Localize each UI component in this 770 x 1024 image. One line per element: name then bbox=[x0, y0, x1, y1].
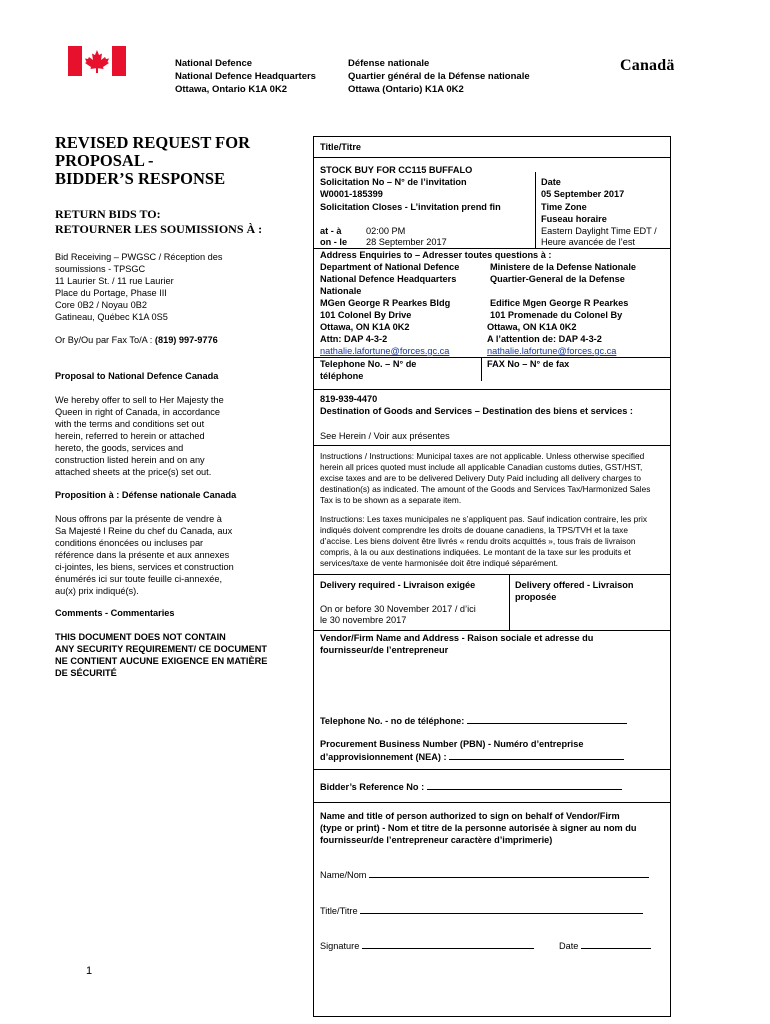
destination-value: See Herein / Voir aux présentes bbox=[320, 431, 450, 441]
delivery-required-label: Delivery required - Livraison exigée bbox=[320, 580, 476, 590]
address-line: Place du Portage, Phase III bbox=[55, 288, 167, 298]
return-bids-line: RETOURNER LES SOUMISSIONS À : bbox=[55, 222, 263, 236]
address-en-line: Attn: DAP 4-3-2 bbox=[320, 334, 388, 344]
title-value: STOCK BUY FOR CC115 BUFFALO bbox=[320, 165, 473, 175]
authorized-heading-line: (type or print) - Nom et titre de la personne autorisée à signer au nom du bbox=[320, 823, 637, 833]
header-english-address bbox=[175, 57, 316, 96]
vendor-telephone-label: Telephone No. - no de téléphone: bbox=[320, 716, 465, 726]
address-line: Gatineau, Québec K1A 0S5 bbox=[55, 312, 168, 322]
text-line: Nous offrons par la présente de vendre à bbox=[55, 514, 222, 524]
pbn-label: Procurement Business Number (PBN) - Numéro d’entreprise bbox=[320, 739, 584, 749]
timezone-label: Time Zone bbox=[541, 202, 587, 212]
address-en-line: National Defence Headquarters bbox=[320, 274, 457, 284]
date-value: 05 September 2017 bbox=[541, 189, 625, 199]
text-line: conditions énoncées ou incluses par bbox=[55, 538, 204, 548]
text-line: herein, referred to herein or attached bbox=[55, 431, 205, 441]
signature-field[interactable] bbox=[320, 940, 534, 953]
comments-heading: Comments - Commentaries bbox=[55, 608, 175, 618]
text-line: ci-jointes, les biens, services et construction bbox=[55, 562, 234, 572]
address-line: Bid Receiving – PWGSC / Réception des bbox=[55, 252, 223, 262]
address-en-line: Department of National Defence bbox=[320, 262, 460, 272]
date-blank[interactable] bbox=[581, 940, 651, 949]
on-label: on - le bbox=[320, 237, 348, 247]
bidder-reference-field[interactable] bbox=[320, 781, 622, 794]
fax-label: Or By/Ou par Fax To/A : bbox=[55, 335, 155, 345]
document-title bbox=[55, 134, 305, 188]
proposition-text bbox=[55, 513, 295, 597]
title-field[interactable] bbox=[320, 905, 643, 918]
text-line: construction listed herein and on any bbox=[55, 455, 205, 465]
instructions-french: Instructions: Les taxes municipales ne s’appliquent pas. Sauf indication contraire, les prix indiqués doivent comprendre les droits de douane canadiens, la TPS/TVH et la taxe d’accise. Les biens doivent être livrés « rendu droits acquittés », tous frais de livraison compris, à la ou aux destinations indiquées. Le montant de la taxe sur les produits et services/taxe de vente harmonisée doit être indiqué séparément. bbox=[320, 514, 647, 568]
authorized-heading-line: fournisseur/de l’entrepreneur caractère d’imprimerie) bbox=[320, 835, 553, 845]
pbn-blank[interactable] bbox=[449, 751, 624, 760]
telephone-label: Telephone No. – N° de bbox=[320, 359, 417, 369]
delivery-offered-label: Delivery offered - Livraison bbox=[515, 580, 634, 590]
header-en-line: National Defence Headquarters bbox=[175, 71, 316, 82]
name-blank[interactable] bbox=[369, 869, 649, 878]
timezone-value: Eastern Daylight Time EDT / bbox=[541, 226, 657, 236]
address-en-line: Ottawa, ON K1A 0K2 bbox=[320, 322, 410, 332]
text-line: with the terms and conditions set out bbox=[55, 419, 205, 429]
delivery-offered-label-fr: proposée bbox=[515, 592, 557, 602]
bidder-reference-blank[interactable] bbox=[427, 781, 622, 790]
fax-number: (819) 997-9776 bbox=[154, 335, 218, 345]
canada-wordmark-logo: Canadä bbox=[620, 57, 675, 74]
canada-flag-icon bbox=[68, 46, 126, 76]
address-en-line: Nationale bbox=[320, 286, 362, 296]
vendor-telephone-blank[interactable] bbox=[467, 715, 627, 724]
address-line: soumissions - TPSGC bbox=[55, 264, 146, 274]
timezone-value-fr: Heure avancée de l’est bbox=[541, 237, 635, 247]
title-blank[interactable] bbox=[360, 905, 643, 914]
page-number: 1 bbox=[86, 965, 93, 977]
address-line: Core 0B2 / Noyau 0B2 bbox=[55, 300, 147, 310]
title-field-label: Title/Titre bbox=[320, 906, 358, 916]
solicitation-label: Solicitation No – N° de l’invitation bbox=[320, 177, 467, 187]
email-link-fr[interactable]: nathalie.lafortune@forces.gc.ca bbox=[487, 346, 617, 356]
security-note bbox=[55, 631, 295, 679]
address-fr-line: A l’attention de: DAP 4-3-2 bbox=[487, 334, 602, 344]
title-line: BIDDER’S RESPONSE bbox=[55, 169, 226, 188]
vendor-heading: Vendor/Firm Name and Address - Raison sociale et adresse du bbox=[320, 633, 594, 643]
security-line: ANY SECURITY REQUIREMENT/ CE DOCUMENT bbox=[55, 644, 268, 654]
address-en-line: MGen George R Pearkes Bldg bbox=[320, 298, 451, 308]
security-line: DE SÉCURITÉ bbox=[55, 668, 117, 678]
closes-label: Solicitation Closes - L’invitation prend fin bbox=[320, 202, 501, 212]
bidder-reference-label: Bidder’s Reference No : bbox=[320, 782, 425, 792]
vendor-telephone-field[interactable] bbox=[320, 715, 627, 728]
instructions-english: Instructions / Instructions: Municipal taxes are not applicable. Unless otherwise specified herein all prices quoted must include all applicable Canadian customs duties, GST/HST, excise taxes and are to be delivered Delivery Duty Paid including all delivery charges to destination(s) as indicated. The amount of the Goods and Services Tax/Harmonized Sales Tax is to be shown as a separate item. bbox=[320, 451, 651, 505]
security-line: NE CONTIENT AUCUNE EXIGENCE EN MATIÈRE bbox=[55, 656, 268, 666]
text-line: hereto, the goods, services and bbox=[55, 443, 184, 453]
bid-receiving-address bbox=[55, 251, 295, 323]
telephone-value: 819-939-4470 bbox=[320, 394, 378, 404]
date-field[interactable] bbox=[559, 940, 651, 953]
address-fr-line: Quartier-General de la Defense bbox=[490, 274, 625, 284]
address-en-line: 101 Colonel By Drive bbox=[320, 310, 412, 320]
text-line: attached sheets at the price(s) set out. bbox=[55, 467, 212, 477]
header-french-address bbox=[348, 57, 530, 96]
bid-form-box bbox=[313, 136, 671, 1017]
security-line: THIS DOCUMENT DOES NOT CONTAIN bbox=[55, 632, 226, 642]
name-field[interactable] bbox=[320, 869, 649, 882]
fax-label: FAX No – N° de fax bbox=[487, 359, 570, 369]
header-en-line: National Defence bbox=[175, 58, 253, 69]
header-fr-line: Défense nationale bbox=[348, 58, 430, 69]
proposal-text bbox=[55, 394, 295, 478]
signature-blank[interactable] bbox=[362, 940, 534, 949]
text-line: au(x) prix indiqué(s). bbox=[55, 586, 139, 596]
text-line: We hereby offer to sell to Her Majesty the bbox=[55, 395, 224, 405]
delivery-required-value-fr: le 30 novembre 2017 bbox=[320, 615, 407, 625]
proposal-heading: Proposal to National Defence Canada bbox=[55, 371, 219, 381]
closing-date: 28 September 2017 bbox=[366, 237, 447, 247]
return-bids-line: RETURN BIDS TO: bbox=[55, 207, 161, 221]
address-fr-line: Ministere de la Defense Nationale bbox=[490, 262, 637, 272]
timezone-label-fr: Fuseau horaire bbox=[541, 214, 607, 224]
telephone-label-fr: téléphone bbox=[320, 371, 364, 381]
date-label: Date bbox=[541, 177, 561, 187]
address-line: 11 Laurier St. / 11 rue Laurier bbox=[55, 276, 174, 286]
address-fr-line: 101 Promenade du Colonel By bbox=[490, 310, 623, 320]
pbn-label-fr: d’approvisionnement (NEA) : bbox=[320, 752, 447, 762]
authorized-heading: Name and title of person authorized to sign on behalf of Vendor/Firm bbox=[320, 811, 620, 821]
proposition-heading: Proposition à : Défense nationale Canada bbox=[55, 490, 237, 500]
text-line: Queen in right of Canada, in accordance bbox=[55, 407, 220, 417]
closing-time: 02:00 PM bbox=[366, 226, 406, 236]
header-fr-line: Ottawa (Ontario) K1A 0K2 bbox=[348, 84, 464, 95]
delivery-required-value: On or before 30 November 2017 / d’ici bbox=[320, 604, 476, 614]
email-link-en[interactable]: nathalie.lafortune@forces.gc.ca bbox=[320, 346, 450, 356]
text-line: Sa Majesté l Reine du chef du Canada, aux bbox=[55, 526, 233, 536]
address-heading: Address Enquiries to – Adresser toutes questions à : bbox=[320, 250, 552, 260]
text-line: référence dans la présente et aux annexes bbox=[55, 550, 230, 560]
address-fr-line: Ottawa, ON K1A 0K2 bbox=[487, 322, 577, 332]
date-field-label: Date bbox=[559, 941, 579, 951]
destination-heading: Destination of Goods and Services – Destination des biens et services : bbox=[320, 406, 633, 416]
header-fr-line: Quartier général de la Défense nationale bbox=[348, 71, 530, 82]
pbn-field[interactable] bbox=[320, 751, 624, 764]
title-line: PROPOSAL - bbox=[55, 151, 154, 170]
solicitation-number: W0001-185399 bbox=[320, 189, 383, 199]
vendor-heading-fr: fournisseur/de l’entrepreneur bbox=[320, 645, 449, 655]
return-bids-heading bbox=[55, 207, 315, 237]
fax-line bbox=[55, 334, 295, 346]
text-line: énumérés ici sur toute feuille ci-annexée, bbox=[55, 574, 222, 584]
signature-label: Signature bbox=[320, 941, 360, 951]
header-en-line: Ottawa, Ontario K1A 0K2 bbox=[175, 84, 288, 95]
title-line: REVISED REQUEST FOR bbox=[55, 133, 250, 152]
title-label: Title/Titre bbox=[320, 142, 362, 152]
name-label: Name/Nom bbox=[320, 870, 367, 880]
at-label: at - à bbox=[320, 226, 342, 236]
address-fr-line: Edifice Mgen George R Pearkes bbox=[490, 298, 629, 308]
